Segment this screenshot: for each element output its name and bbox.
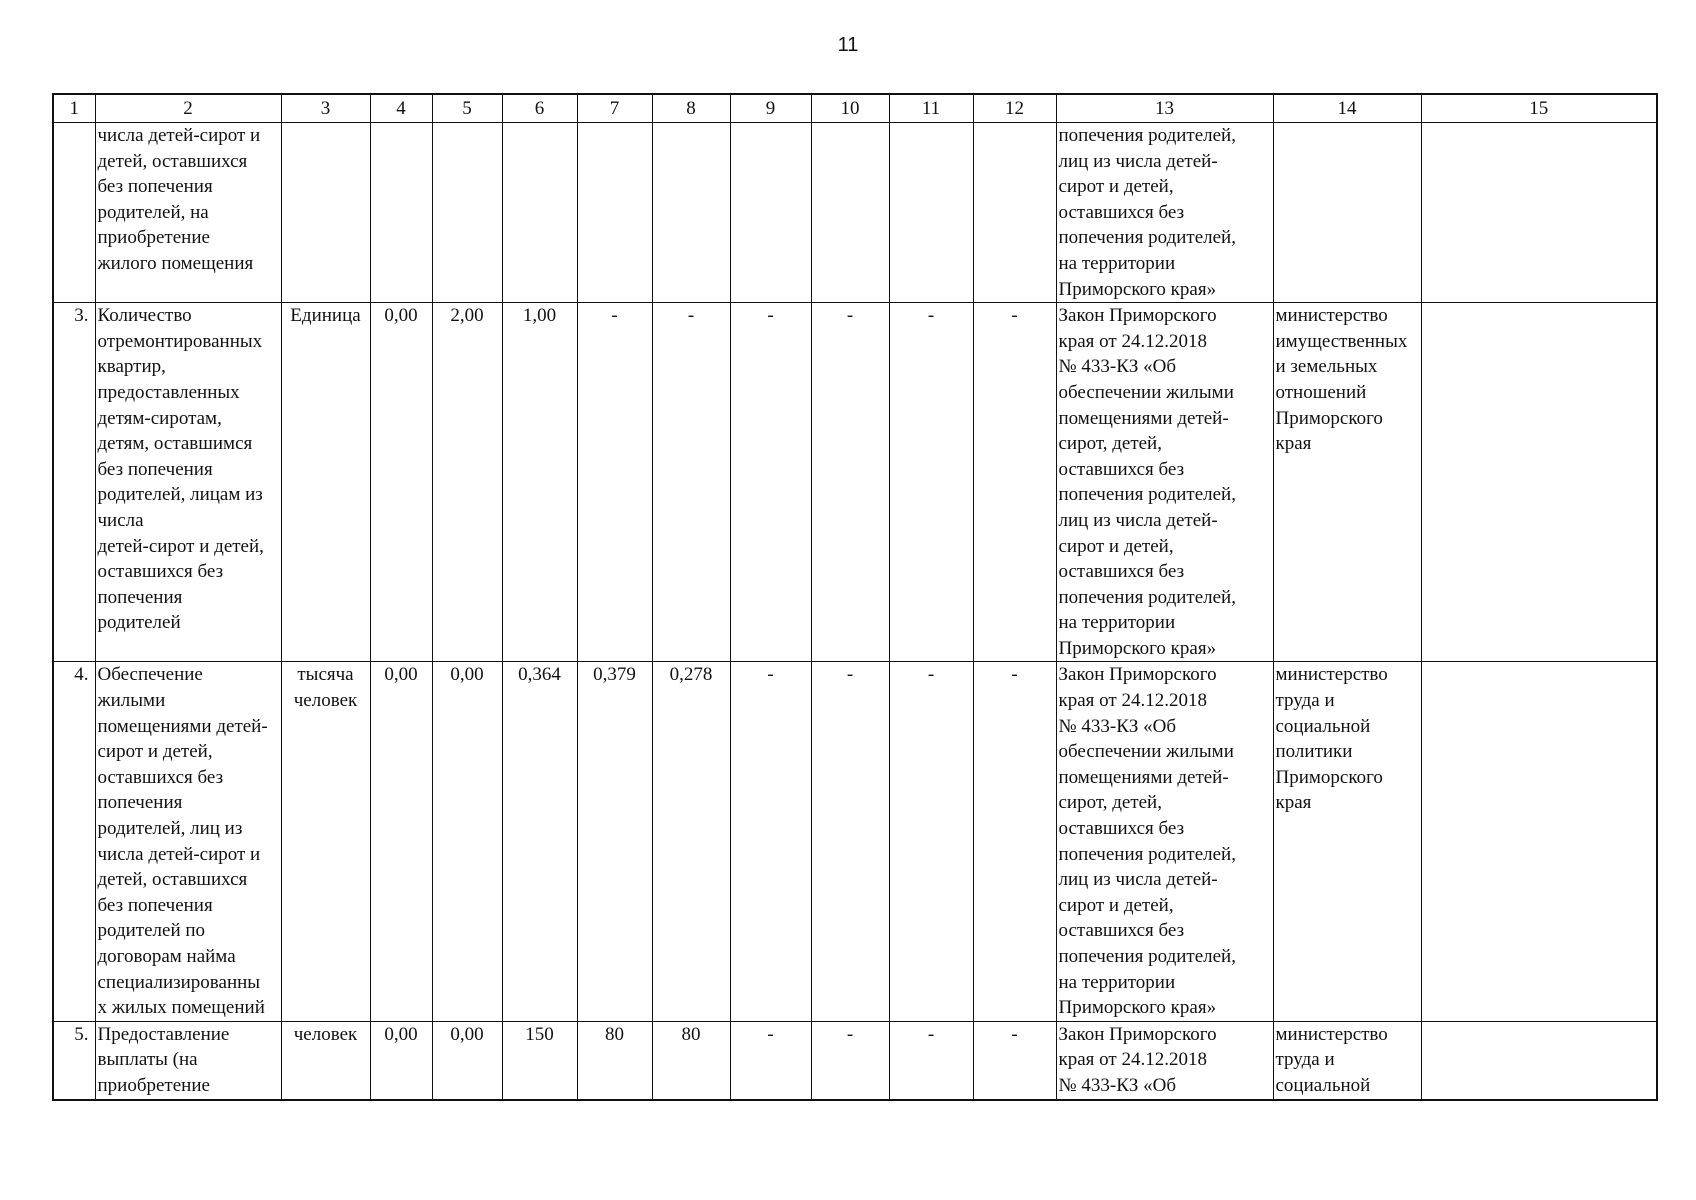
column-header: 8 [652, 94, 730, 123]
table-cell: Количество отремонтированных квартир, предоставленных детям-сиротам, детям, оставшимся без попечения родителей, лицам из числа детей-сирот и детей, оставшихся без попечения родителей [95, 303, 281, 662]
table-cell: - [811, 1021, 889, 1099]
table-cell: - [730, 662, 811, 1021]
column-header: 15 [1421, 94, 1657, 123]
table-cell: 0,00 [370, 1021, 432, 1099]
table-cell: 0,364 [502, 662, 577, 1021]
table-header-row [53, 94, 1657, 123]
table-cell [811, 123, 889, 303]
indicators-table [52, 93, 1658, 1101]
table-cell: 4. [53, 662, 95, 1021]
column-header: 1 [53, 94, 95, 123]
table-cell: - [730, 303, 811, 662]
table-cell: министерство труда и социальной [1273, 1021, 1421, 1099]
column-header: 3 [281, 94, 370, 123]
table-cell [577, 123, 652, 303]
table-cell: - [889, 662, 973, 1021]
table-row [53, 123, 1657, 303]
table-cell: - [730, 1021, 811, 1099]
column-header: 13 [1056, 94, 1273, 123]
table-cell: 0,00 [432, 1021, 502, 1099]
table-cell: 1,00 [502, 303, 577, 662]
table-cell: - [811, 662, 889, 1021]
table-cell [973, 123, 1056, 303]
table-cell [370, 123, 432, 303]
column-header: 2 [95, 94, 281, 123]
table-cell: - [652, 303, 730, 662]
table-cell: - [973, 662, 1056, 1021]
table-cell: 5. [53, 1021, 95, 1099]
page-number: 11 [837, 34, 859, 56]
column-header: 7 [577, 94, 652, 123]
table-cell [1421, 1021, 1657, 1099]
table-row [53, 1021, 1657, 1099]
table-row [53, 662, 1657, 1021]
table-cell: Закон Приморского края от 24.12.2018 № 433-КЗ «Об обеспечении жилыми помещениями детей- сирот, детей, оставшихся без попечения родителей, лиц из числа детей- сирот и детей, оставшихся без попечения родителей, на территории Приморского края» [1056, 662, 1273, 1021]
column-header: 4 [370, 94, 432, 123]
column-header: 9 [730, 94, 811, 123]
table-cell [53, 123, 95, 303]
table-cell: Закон Приморского края от 24.12.2018 № 433-КЗ «Об [1056, 1021, 1273, 1099]
table-cell: Обеспечение жилыми помещениями детей- сирот и детей, оставшихся без попечения родителей, лиц из числа детей-сирот и детей, оставшихся без попечения родителей по договорам найма специализированны х жилых помещений [95, 662, 281, 1021]
table-cell [1421, 303, 1657, 662]
table-cell: числа детей-сирот и детей, оставшихся без попечения родителей, на приобретение жилого помещения [95, 123, 281, 303]
table-cell: Предоставление выплаты (на приобретение [95, 1021, 281, 1099]
column-header: 5 [432, 94, 502, 123]
table-cell: 80 [652, 1021, 730, 1099]
table-cell: - [889, 1021, 973, 1099]
table-cell: 2,00 [432, 303, 502, 662]
table-cell: человек [281, 1021, 370, 1099]
column-header: 12 [973, 94, 1056, 123]
table-cell [652, 123, 730, 303]
table-cell: 0,00 [370, 303, 432, 662]
table-cell [502, 123, 577, 303]
table-cell: попечения родителей, лиц из числа детей- сирот и детей, оставшихся без попечения родителей, на территории Приморского края» [1056, 123, 1273, 303]
table-cell: 150 [502, 1021, 577, 1099]
table-cell: - [973, 1021, 1056, 1099]
table-cell: 3. [53, 303, 95, 662]
table-row [53, 303, 1657, 662]
table-cell: тысяча человек [281, 662, 370, 1021]
table-cell: 0,379 [577, 662, 652, 1021]
column-header: 6 [502, 94, 577, 123]
table-cell [432, 123, 502, 303]
table-cell: министерство труда и социальной политики Приморского края [1273, 662, 1421, 1021]
table-cell: Закон Приморского края от 24.12.2018 № 433-КЗ «Об обеспечении жилыми помещениями детей- сирот, детей, оставшихся без попечения родителей, лиц из числа детей- сирот и детей, оставшихся без попечения родителей, на территории Приморского края» [1056, 303, 1273, 662]
table-cell [1273, 123, 1421, 303]
column-header: 10 [811, 94, 889, 123]
table-cell: - [889, 303, 973, 662]
table-cell: 0,00 [370, 662, 432, 1021]
table-cell [730, 123, 811, 303]
table-cell: - [811, 303, 889, 662]
table-cell: - [973, 303, 1056, 662]
column-header: 14 [1273, 94, 1421, 123]
table-cell [1421, 123, 1657, 303]
column-header: 11 [889, 94, 973, 123]
table-cell: министерство имущественных и земельных отношений Приморского края [1273, 303, 1421, 662]
table-cell [1421, 662, 1657, 1021]
table-cell [889, 123, 973, 303]
table-cell: - [577, 303, 652, 662]
table-cell: 0,278 [652, 662, 730, 1021]
table-cell: 0,00 [432, 662, 502, 1021]
table-cell: 80 [577, 1021, 652, 1099]
table-cell: Единица [281, 303, 370, 662]
table-cell [281, 123, 370, 303]
